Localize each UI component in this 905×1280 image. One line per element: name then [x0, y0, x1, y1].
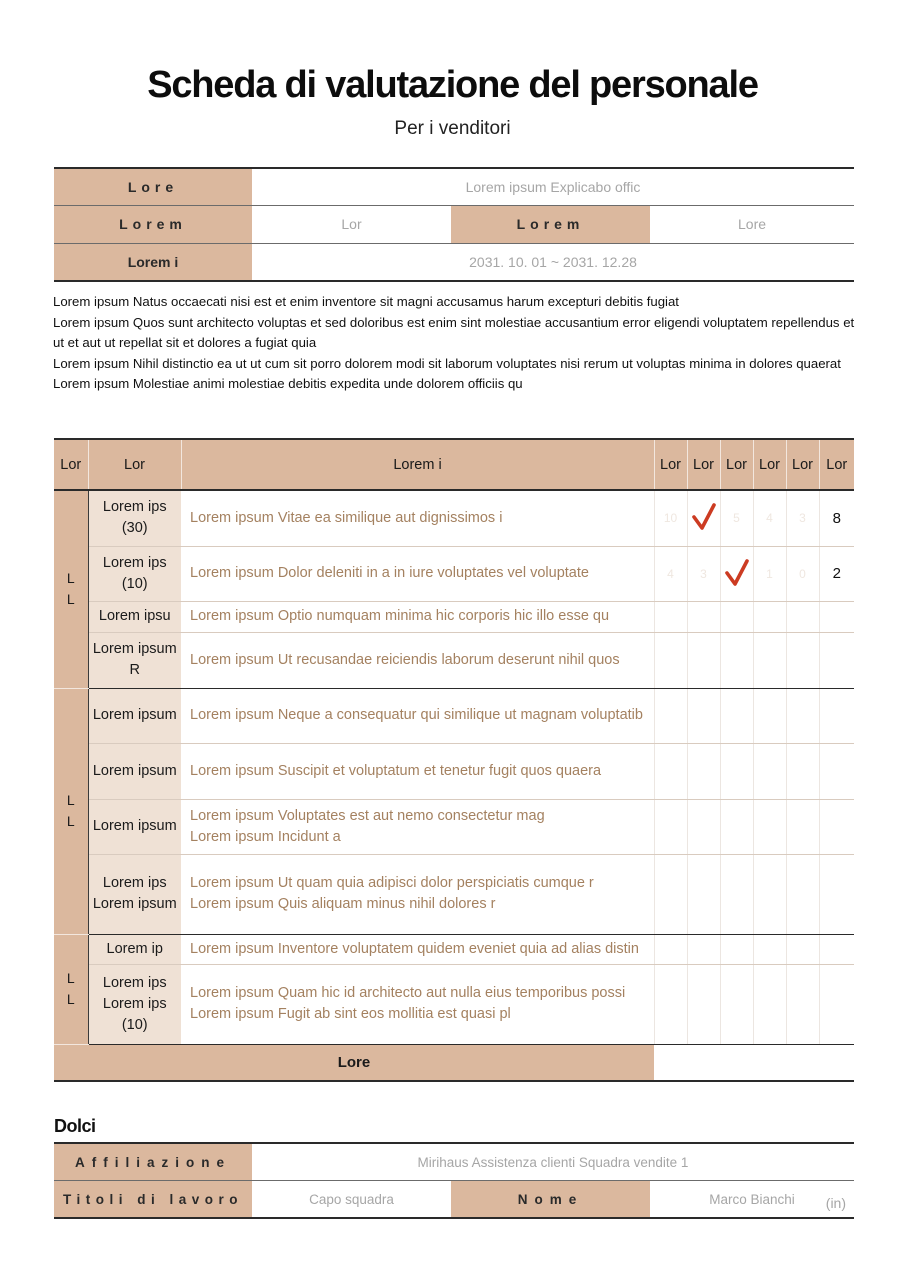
- score-cell[interactable]: [753, 964, 786, 1044]
- score-cell[interactable]: [786, 964, 819, 1044]
- score-cell[interactable]: 3: [786, 490, 819, 546]
- criterion-label: Lorem ipsum: [88, 743, 181, 799]
- instructions: [53, 292, 858, 395]
- criterion-label: Lorem ips (10): [88, 546, 181, 601]
- checkmark-icon: [691, 502, 717, 532]
- page-subtitle: Per i venditori: [394, 118, 511, 139]
- signature-row: [54, 1143, 854, 1181]
- score-cell[interactable]: [720, 934, 753, 964]
- score-cell[interactable]: [753, 601, 786, 632]
- score-cell[interactable]: [687, 688, 720, 743]
- table-row: [54, 854, 854, 934]
- score-cell[interactable]: [720, 601, 753, 632]
- score-cell[interactable]: 1: [753, 546, 786, 601]
- name-value-cell[interactable]: [650, 1181, 854, 1219]
- score-cell[interactable]: [786, 743, 819, 799]
- col-header: Lor: [786, 439, 819, 490]
- score-cell[interactable]: [687, 490, 720, 546]
- col-header: Lor: [54, 439, 88, 490]
- criterion-text: Lorem ipsum Neque a consequatur qui similique ut magnam voluptatib: [181, 688, 654, 743]
- final-score: [819, 688, 854, 743]
- score-cell[interactable]: [720, 546, 753, 601]
- score-cell[interactable]: 10: [654, 490, 687, 546]
- score-cell[interactable]: [720, 799, 753, 854]
- table-row: [54, 799, 854, 854]
- affiliation-label: Affiliazione: [54, 1143, 252, 1181]
- seal-mark: (in): [825, 1195, 847, 1211]
- score-cell[interactable]: [753, 632, 786, 688]
- criterion-text: Lorem ipsum Ut quam quia adipisci dolor perspiciatis cumque r Lorem ipsum Quis aliquam minus nihil dolores r: [181, 854, 654, 934]
- score-cell[interactable]: [720, 743, 753, 799]
- table-row: [54, 546, 854, 601]
- info-row: [54, 168, 854, 206]
- score-cell[interactable]: [786, 632, 819, 688]
- score-cell[interactable]: [753, 854, 786, 934]
- score-cell[interactable]: 4: [654, 546, 687, 601]
- criterion-text: Lorem ipsum Voluptates est aut nemo consectetur mag Lorem ipsum Incidunt a: [181, 799, 654, 854]
- group-label: L L: [54, 934, 88, 1044]
- score-cell[interactable]: [786, 799, 819, 854]
- score-cell[interactable]: 3: [687, 546, 720, 601]
- page-title: Scheda di valutazione del personale: [147, 64, 758, 106]
- col-header: Lor: [88, 439, 181, 490]
- col-header: Lor: [687, 439, 720, 490]
- instruction-line: Lorem ipsum Quos sunt architecto voluptas et sed doloribus est enim sint molestiae accusantium error eligendi voluptatem repellendus et ut et aut ut repellat sit et dolores a fugiat quia: [53, 314, 855, 351]
- affiliation-value[interactable]: Mirihaus Assistenza clienti Squadra vendite 1: [252, 1143, 854, 1181]
- score-cell[interactable]: [654, 799, 687, 854]
- score-cell[interactable]: [720, 964, 753, 1044]
- score-cell[interactable]: [687, 799, 720, 854]
- final-score: 2: [819, 546, 854, 601]
- instruction-line: Lorem ipsum Nihil distinctio ea ut ut cum sit porro dolorem modi sit laborum voluptates nisi rerum ut voluptas minima in dolores quaerat: [53, 355, 841, 371]
- table-row: [54, 632, 854, 688]
- score-cell[interactable]: [753, 688, 786, 743]
- table-row: [54, 934, 854, 964]
- info-label: Lorem: [54, 206, 252, 244]
- instruction-line: Lorem ipsum Molestiae animi molestiae debitis expedita unde dolorem officiis qu: [53, 376, 523, 392]
- table-row: [54, 964, 854, 1044]
- criterion-label: Lorem ipsum R: [88, 632, 181, 688]
- score-cell[interactable]: 5: [720, 490, 753, 546]
- info-label: Lorem: [451, 206, 650, 244]
- instruction-line: Lorem ipsum Natus occaecati nisi est et enim inventore sit magni accusamus harum excepturi debitis fugiat: [53, 294, 679, 309]
- col-header: Lorem i: [181, 439, 654, 490]
- table-row: [54, 490, 854, 546]
- total-row: [54, 1044, 854, 1081]
- score-cell[interactable]: [720, 688, 753, 743]
- col-header: Lor: [819, 439, 854, 490]
- info-value[interactable]: Lore: [650, 206, 854, 244]
- final-score: 8: [819, 490, 854, 546]
- criterion-label: Lorem ipsum: [88, 688, 181, 743]
- info-row: [54, 206, 854, 244]
- criterion-label: Lorem ipsum: [88, 799, 181, 854]
- criterion-text: Lorem ipsum Inventore voluptatem quidem eveniet quia ad alias distin: [181, 934, 654, 964]
- score-cell[interactable]: [687, 743, 720, 799]
- criterion-label: Lorem ips Lorem ipsum: [88, 854, 181, 934]
- score-cell[interactable]: [720, 632, 753, 688]
- checkmark-icon: [724, 558, 750, 588]
- criterion-text: Lorem ipsum Vitae ea similique aut dignissimos i: [181, 490, 654, 546]
- score-cell[interactable]: [753, 934, 786, 964]
- name-value: Marco Bianchi: [709, 1191, 795, 1207]
- score-cell[interactable]: [753, 743, 786, 799]
- signature-section-title: Dolci: [54, 1116, 96, 1136]
- score-cell[interactable]: [654, 854, 687, 934]
- score-cell[interactable]: [654, 688, 687, 743]
- final-score: [819, 632, 854, 688]
- col-header: Lor: [654, 439, 687, 490]
- score-cell[interactable]: [654, 743, 687, 799]
- score-cell[interactable]: [654, 601, 687, 632]
- col-header: Lor: [720, 439, 753, 490]
- final-score: [819, 854, 854, 934]
- score-cell[interactable]: [654, 964, 687, 1044]
- table-row: [54, 743, 854, 799]
- criterion-text: Lorem ipsum Dolor deleniti in a in iure voluptates vel voluptate: [181, 546, 654, 601]
- score-cell[interactable]: [786, 934, 819, 964]
- info-label: Lore: [54, 168, 252, 206]
- col-header: Lor: [753, 439, 786, 490]
- score-cell[interactable]: [687, 632, 720, 688]
- score-cell[interactable]: 0: [786, 546, 819, 601]
- table-row: [54, 601, 854, 632]
- signature-table: [54, 1142, 854, 1219]
- score-cell[interactable]: 4: [753, 490, 786, 546]
- final-score: [819, 799, 854, 854]
- job-title-value[interactable]: Capo squadra: [309, 1191, 394, 1207]
- group-label: L L: [54, 688, 88, 934]
- criterion-text: Lorem ipsum Optio numquam minima hic corporis hic illo esse qu: [181, 601, 654, 632]
- info-value[interactable]: Lorem ipsum Explicabo offic: [252, 168, 854, 206]
- criterion-label: Lorem ip: [88, 934, 181, 964]
- criterion-label: Lorem ips (30): [88, 490, 181, 546]
- final-score: [819, 964, 854, 1044]
- info-table: [54, 167, 854, 282]
- score-cell[interactable]: [687, 964, 720, 1044]
- final-score: [819, 601, 854, 632]
- final-score: [819, 934, 854, 964]
- info-value[interactable]: Lor: [252, 206, 451, 244]
- criterion-text: Lorem ipsum Quam hic id architecto aut nulla eius temporibus possi Lorem ipsum Fugit ab sint eos mollitia est quasi pl: [181, 964, 654, 1044]
- criterion-label: Lorem ips Lorem ips (10): [88, 964, 181, 1044]
- header-row: [54, 439, 854, 490]
- score-cell[interactable]: [720, 854, 753, 934]
- total-label: Lore: [54, 1044, 654, 1081]
- job-title-label: Titoli di lavoro: [54, 1181, 252, 1219]
- signature-row: [54, 1181, 854, 1219]
- criterion-text: Lorem ipsum Suscipit et voluptatum et tenetur fugit quos quaera: [181, 743, 654, 799]
- total-value[interactable]: [654, 1044, 854, 1081]
- score-cell[interactable]: [786, 601, 819, 632]
- score-cell[interactable]: [687, 601, 720, 632]
- score-cell[interactable]: [786, 688, 819, 743]
- period-value[interactable]: 2031. 10. 01 ~ 2031. 12.28: [469, 253, 637, 270]
- final-score: [819, 743, 854, 799]
- criterion-text: Lorem ipsum Ut recusandae reiciendis laborum deserunt nihil quos: [181, 632, 654, 688]
- score-cell[interactable]: [687, 934, 720, 964]
- criterion-label: Lorem ipsu: [88, 601, 181, 632]
- info-row: [54, 243, 854, 281]
- score-cell[interactable]: [687, 854, 720, 934]
- score-cell[interactable]: [753, 799, 786, 854]
- evaluation-table: [54, 438, 854, 1082]
- table-row: [54, 688, 854, 743]
- group-label: L L: [54, 490, 88, 688]
- name-label: Nome: [451, 1181, 650, 1219]
- score-cell[interactable]: [786, 854, 819, 934]
- period-label: Lorem i: [54, 243, 252, 281]
- score-cell[interactable]: [654, 934, 687, 964]
- score-cell[interactable]: [654, 632, 687, 688]
